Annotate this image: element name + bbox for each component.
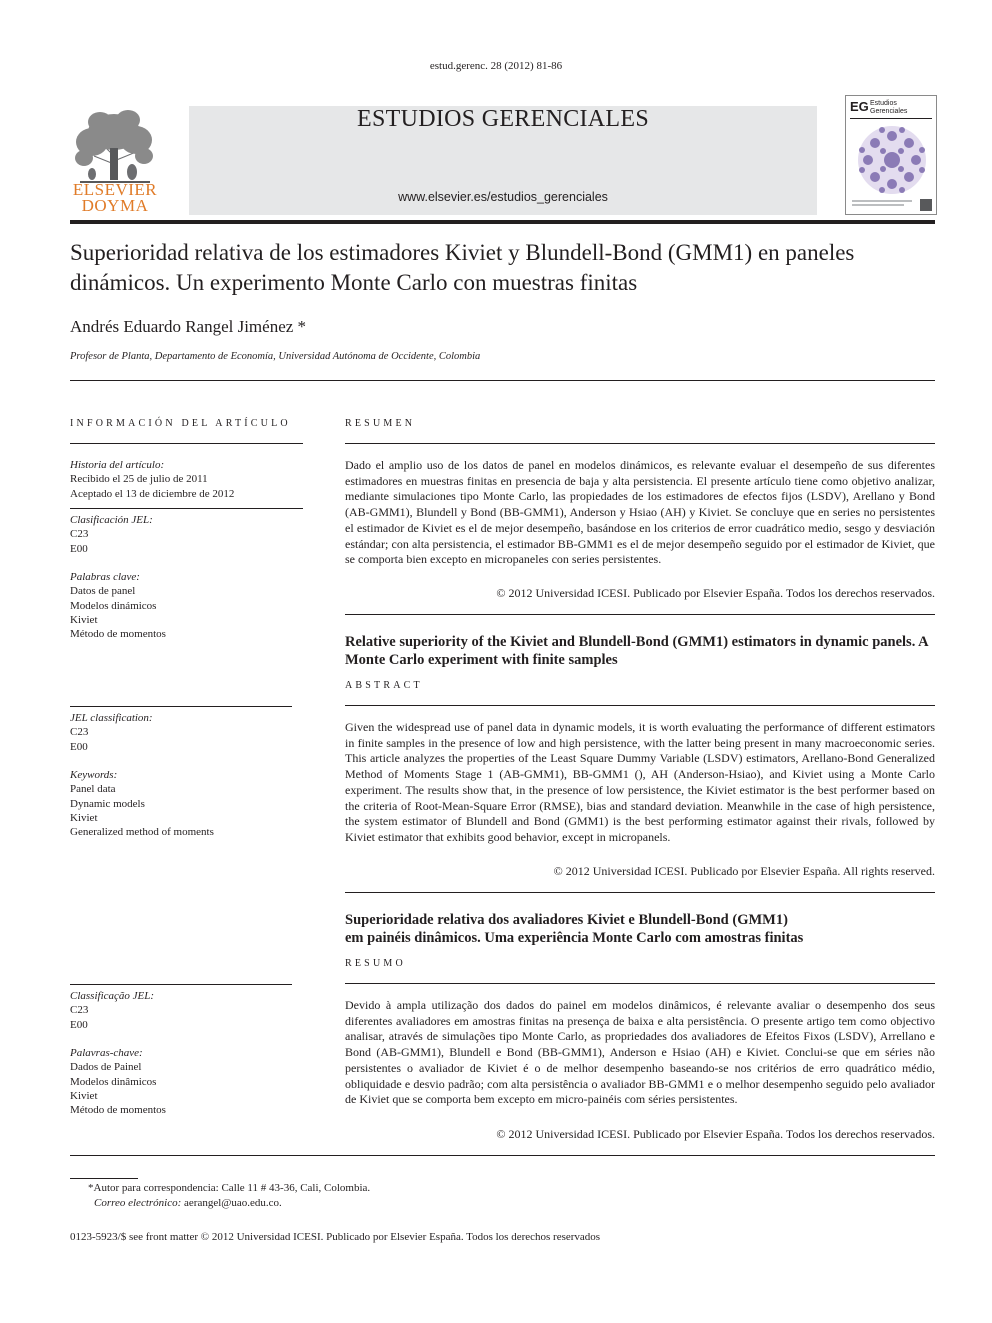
jel-classification-pt: [70, 989, 154, 1032]
resumen-rule: [345, 443, 935, 444]
journal-title: ESTUDIOS GERENCIALES: [357, 106, 649, 132]
keywords-label: Keywords:: [70, 769, 118, 781]
title-block-rule: [70, 380, 935, 381]
jel-code: C23: [70, 528, 89, 541]
keywords-label: Palabras clave:: [70, 571, 140, 583]
keyword: Datos de panel: [70, 585, 136, 598]
keywords-en: [70, 768, 214, 839]
article-history: [70, 458, 234, 501]
email-label: Correo electrónico:: [94, 1197, 182, 1209]
cover-emblem-icon: [856, 124, 928, 196]
journal-citation: estud.gerenc. 28 (2012) 81-86: [429, 60, 563, 72]
cover-eg-mark: EG: [850, 99, 869, 114]
footnote-rule: [70, 1178, 138, 1179]
jel-code: C23: [70, 726, 89, 739]
resumen-copyright: © 2012 Universidad ICESI. Publicado por Elsevier España. Todos los derechos reservados.: [496, 586, 935, 600]
publisher-name: [70, 182, 160, 214]
header-rule: [70, 220, 935, 224]
correspondence-note: *Autor para correspondencia: Calle 11 # 43-36, Cali, Colombia.: [88, 1182, 371, 1194]
article-info-heading: INFORMACIÓN DEL ARTÍCULO: [70, 418, 291, 429]
english-title: Relative superiority of the Kiviet and Blundell-Bond (GMM1) estimators in dynamic panels. A Monte Carlo experiment with finite samples: [345, 634, 928, 668]
resumo-text: Devido à ampla utilização dos dados do painel em modelos dinâmicos, é relevante avaliar o desempenho dos seus diferentes avaliadores em amostras finitas na presença de baixa e alta persistência. O presente artigo tem como objectivo analisar, através de simulações tipo Monte Carlo, as propriedades dos avaliadores de Efeitos Fixos (LSDV), Arrellano e Bond (AB-GMM1), Blundell e Bond (BB-GMM1), Anderson e Hsiao (AH) e Kiviet. Conclui-se que em séries não persistentes o avaliador de Kiviet é o de melhor desempenho baseando-se nos critérios de erro quadrático médio, obliquidade e desvio padrão; com alta persistência o avaliador BB-GMM1 e o melhor desempenho seguido pelo avaliador de Kiviet que se comporta bem excepto em micro-painéis com séries persistentes.: [345, 998, 935, 1107]
cover-text-line: [852, 204, 904, 206]
article-info-rule: [70, 443, 303, 444]
cover-text-line: [852, 200, 912, 202]
keyword: Kiviet: [70, 613, 98, 626]
keywords-es: [70, 570, 166, 641]
history-label: Historia del artículo:: [70, 459, 165, 471]
abstract-rule: [345, 705, 935, 706]
resumen-end-rule: [345, 614, 935, 615]
jel-code: C23: [70, 1004, 89, 1017]
portuguese-title: Superioridade relativa dos avaliadores Kiviet e Blundell-Bond (GMM1) em painéis dinâmicos. Uma experiência Monte Carlo com amostras finitas: [345, 912, 804, 946]
journal-url[interactable]: www.elsevier.es/estudios_gerenciales: [398, 190, 608, 204]
abstract-text: Given the widespread use of panel data in dynamic models, it is worth evaluating the performance of different estimators in finite samples in the presence of low and high persistence, with the latter being present in many macroeconomic series. This article analyzes the properties of the Least Square Dummy Variable (LSDV) estimators, Arellano-Bond Generalized Method of Moments Stage 1 (AB-GMM1), BB-GMM1 (), AH (Anderson-Hsiao), and Kiviet using a Monte Carlo experiment. The results show that, in the presence of low persistence, the Kiviet estimator is the best performer based on the criteria of Root-Mean-Square Error (RMSE), bias and standard deviation. Meanwhile in the case of high persistence, the system estimator of Blundell and Bond (GMM1) is the best performing estimator against their rivals, followed by Kiviet estimator that exhibits good behavior, except in micropanels.: [345, 720, 935, 844]
keyword: Dados de Painel: [70, 1061, 142, 1074]
keyword: Kiviet: [70, 811, 98, 824]
jel-code: E00: [70, 1018, 88, 1031]
jel-classification-es: [70, 513, 153, 556]
journal-cover-thumbnail: [845, 95, 937, 215]
jel-label: Clasificación JEL:: [70, 514, 153, 526]
keyword: Modelos dinámicos: [70, 599, 157, 612]
article-author: Andrés Eduardo Rangel Jiménez *: [70, 317, 307, 336]
author-affiliation: Profesor de Planta, Departamento de Economía, Universidad Autónoma de Occidente, Colombia: [70, 351, 481, 362]
resumo-end-rule: [70, 1155, 935, 1156]
received-date: Recibido el 25 de julio de 2011: [70, 473, 208, 486]
keyword: Método de momentos: [70, 628, 166, 641]
keyword: Generalized method of moments: [70, 826, 214, 839]
history-rule: [70, 508, 303, 509]
publisher-name-text: ELSEVIER DOYMA: [72, 180, 158, 215]
resumo-rule: [345, 983, 935, 984]
jel-code: E00: [70, 542, 88, 555]
article-title: Superioridad relativa de los estimadores Kiviet y Blundell-Bond (GMM1) en paneles dinámicos. Un experimento Monte Carlo con muestras finitas: [70, 240, 855, 295]
keyword: Método de momentos: [70, 1104, 166, 1117]
jel-classification-en: [70, 711, 153, 754]
jel-code: E00: [70, 740, 88, 753]
cover-title-line2: Gerenciales: [870, 108, 908, 115]
keyword: Dynamic models: [70, 797, 145, 810]
en-info-rule: [70, 706, 292, 707]
cover-title: [870, 100, 907, 116]
jel-label: JEL classification:: [70, 712, 153, 724]
keyword: Kiviet: [70, 1089, 98, 1102]
resumo-heading: RESUMO: [345, 958, 406, 969]
keywords-label: Palavras-chave:: [70, 1047, 143, 1059]
abstract-heading: ABSTRACT: [345, 680, 423, 691]
accepted-date: Aceptado el 13 de diciembre de 2012: [70, 487, 235, 500]
jel-label: Classificação JEL:: [70, 990, 155, 1002]
abstract-end-rule: [345, 892, 935, 893]
pt-info-rule: [70, 984, 292, 985]
resumen-heading: RESUMEN: [345, 418, 416, 429]
keywords-pt: [70, 1046, 166, 1117]
email-address[interactable]: aerangel@uao.edu.co.: [181, 1197, 282, 1209]
front-matter-note: 0123-5923/$ see front matter © 2012 Universidad ICESI. Publicado por Elsevier España. Todos los derechos reservados: [70, 1231, 601, 1243]
email-note: [94, 1197, 282, 1209]
cover-qr-icon: [920, 199, 932, 211]
keyword: Panel data: [70, 783, 116, 796]
abstract-copyright: © 2012 Universidad ICESI. Publicado por Elsevier España. All rights reserved.: [553, 864, 935, 878]
resumen-text: Dado el amplio uso de los datos de panel en modelos dinámicos, es relevante evaluar el desempeño de sus diferentes estimadores en muestras finitas en presencia de baja y alta persistencia. El presente artículo tiene como objetivo analizar, mediante simulaciones tipo Monte Carlo, las propiedades de los estimadores de efectos fijos (LSDV), Arellano y Bond (AB-GMM1), Blundell y Bond (BB-GMM1), Anderson y Hsiao (AH) y Kiviet. Se concluye que en series no persistentes el estimador de Kiviet es el de mejor desempeño, basándose en los criterios de error cuadrático medio, sesgo y desviación estándar; con alta persistencia, el estimador BB-GMM1 es el de mejor desempeño seguido por el estimador de Kiviet, que se comporta bien excepto en micropaneles con series persistentes.: [345, 458, 935, 567]
cover-rule: [850, 118, 932, 119]
keyword: Modelos dinâmicos: [70, 1075, 157, 1088]
cover-title-line1: Estudios: [870, 100, 897, 107]
resumo-copyright: © 2012 Universidad ICESI. Publicado por Elsevier España. Todos los derechos reservados.: [496, 1127, 935, 1141]
